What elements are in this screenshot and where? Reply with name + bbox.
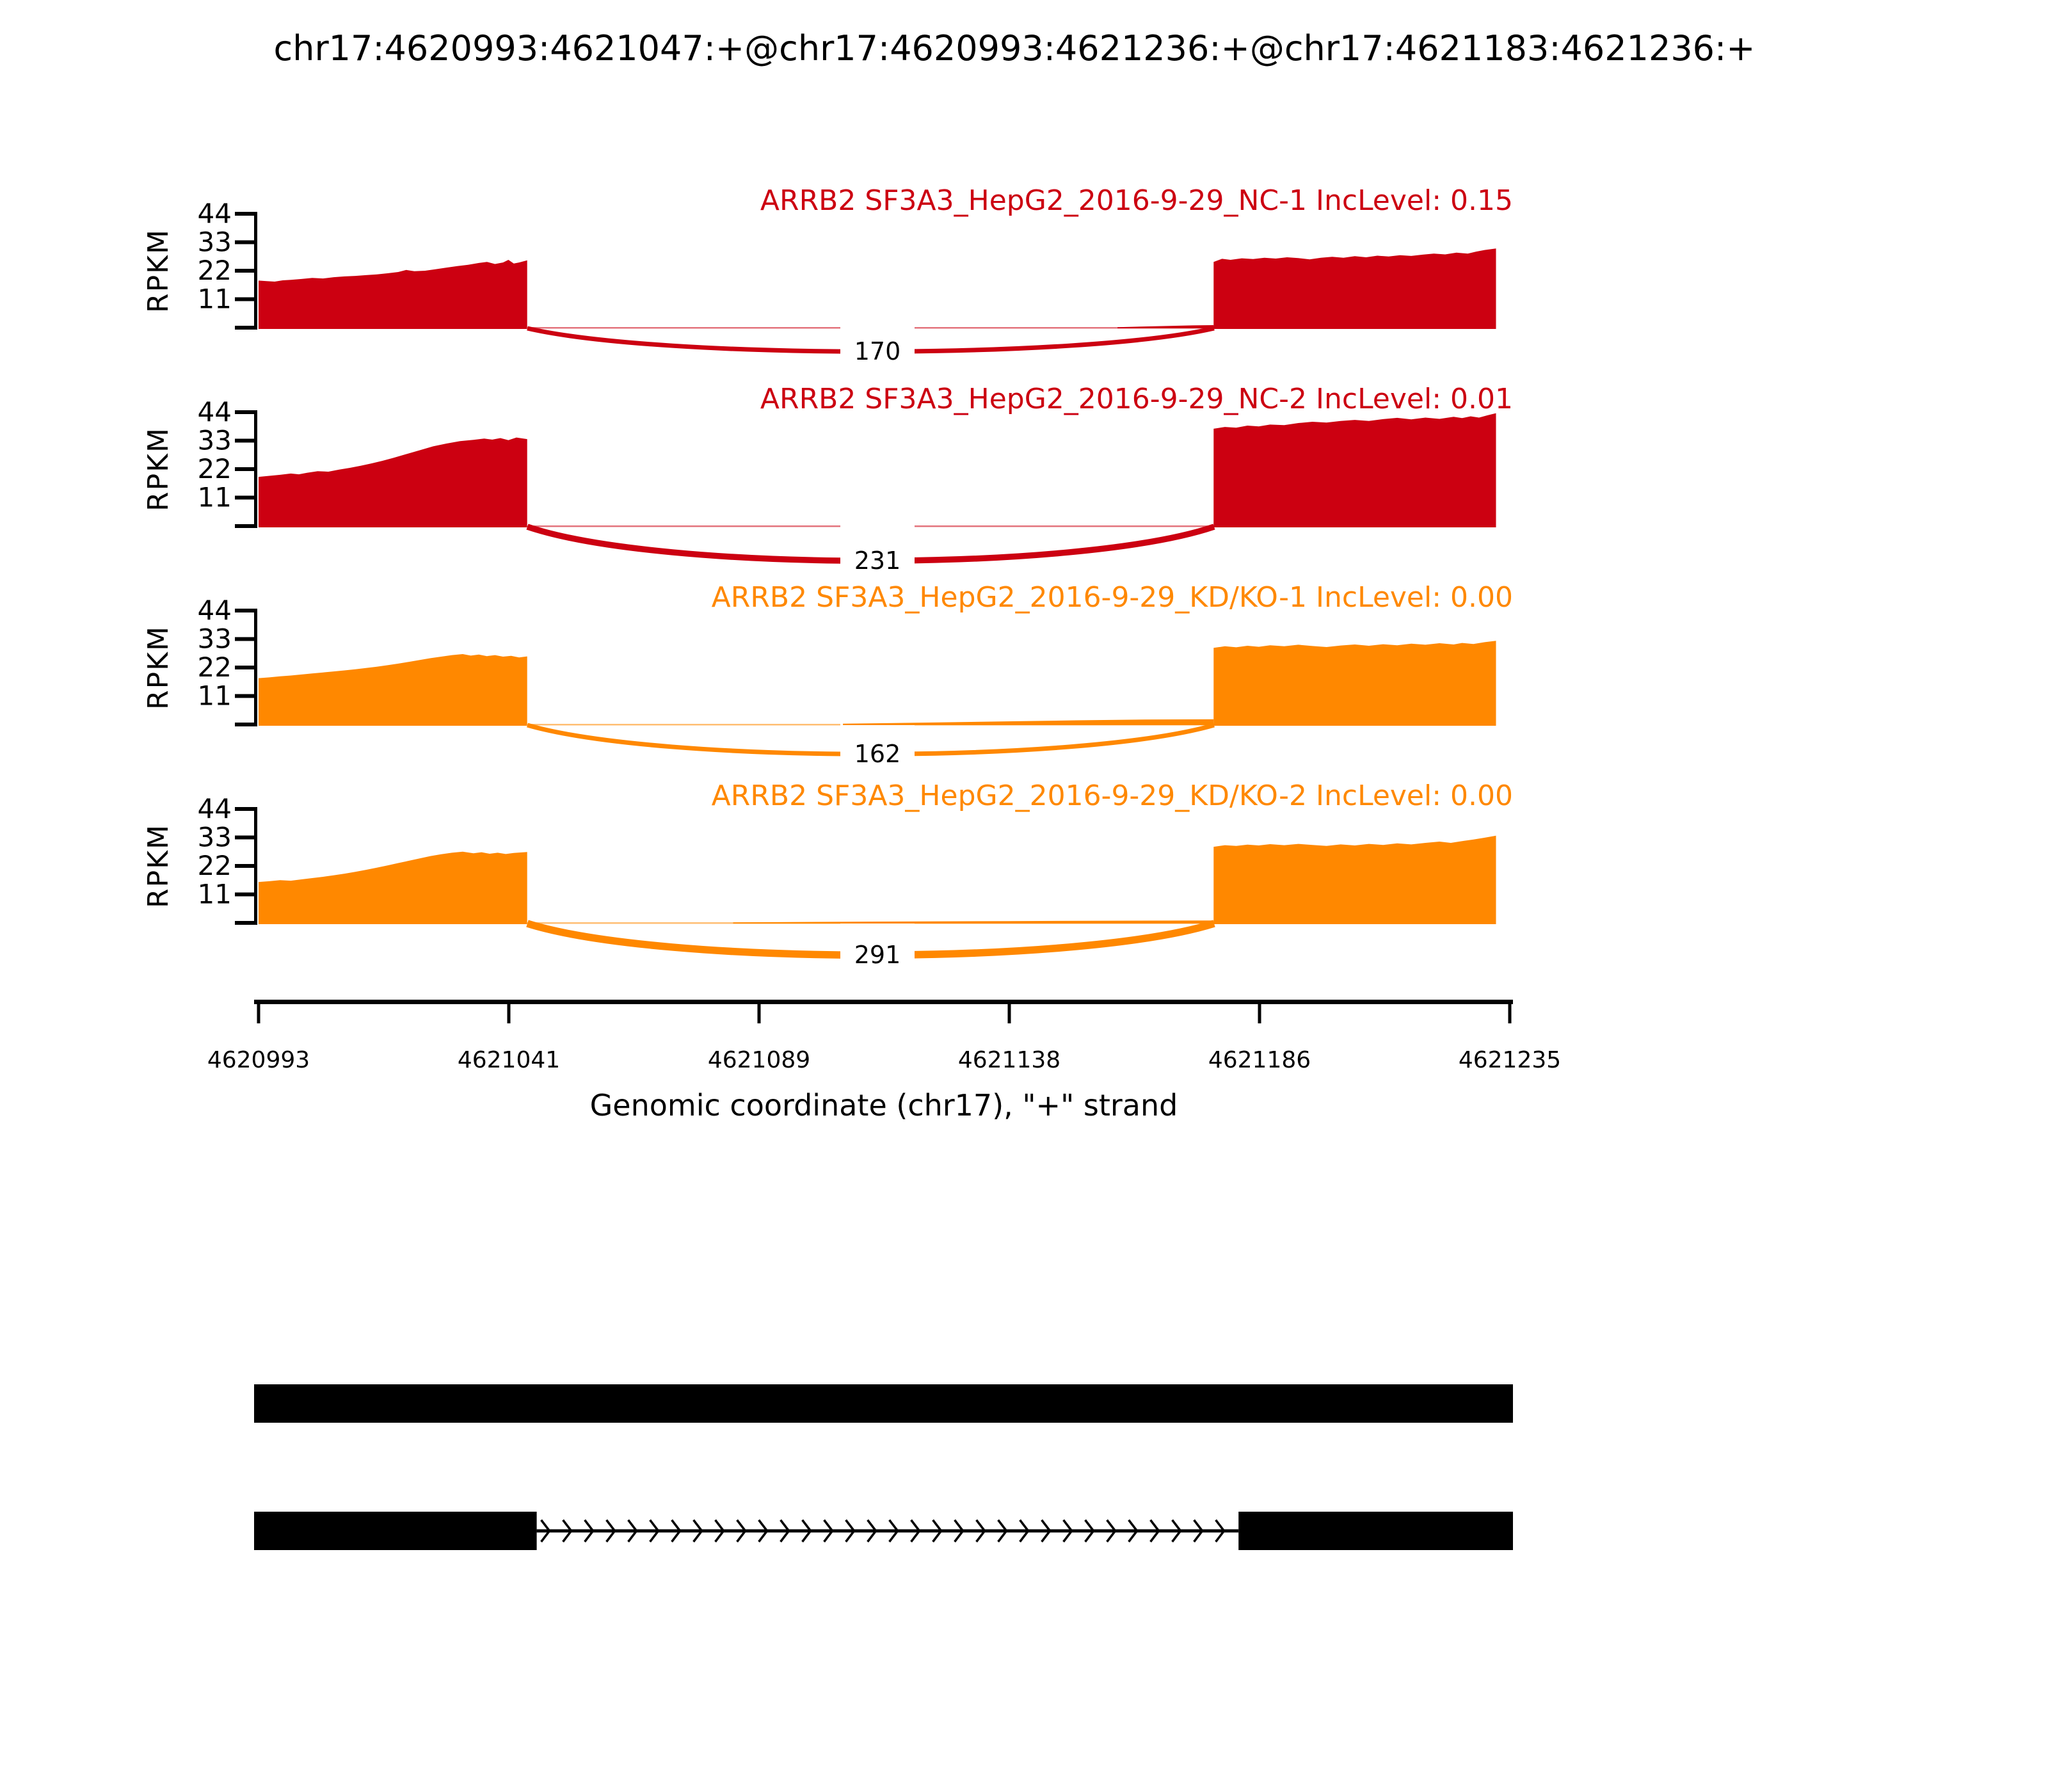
track-4-left-exon-coverage: [259, 852, 527, 924]
x-tick: [1508, 1004, 1512, 1023]
track-4-junction-count: 291: [854, 941, 901, 969]
track-3-y-tick: [235, 694, 256, 698]
track-4-intron-coverage: [733, 920, 1213, 924]
track-3-y-tick-label: 22: [197, 652, 232, 683]
track-4-y-tick-label: 22: [197, 850, 232, 881]
track-3-y-tick-label: 11: [197, 680, 232, 712]
track-3-rpkm-label: RPKM: [142, 625, 175, 710]
track-3-left-exon-coverage: [259, 654, 527, 726]
isoform-2-exon: [1238, 1512, 1513, 1550]
figure-title: chr17:4620993:4621047:+@chr17:4620993:4621236:+@chr17:4621183:4621236:+: [273, 28, 1756, 68]
track-1-intron-coverage: [1117, 325, 1213, 328]
track-4-right-exon-coverage: [1213, 836, 1496, 924]
track-4-y-tick: [235, 864, 256, 868]
track-4-y-tick-label: 11: [197, 878, 232, 910]
track-1-y-tick: [235, 326, 256, 330]
track-1-y-tick: [235, 269, 256, 273]
x-tick-label: 4621138: [957, 1047, 1061, 1073]
track-1-y-tick: [235, 241, 256, 244]
track-2-y-tick: [235, 439, 256, 443]
x-tick-label: 4621235: [1458, 1047, 1562, 1073]
track-2-y-tick: [235, 524, 256, 528]
track-4-y-tick-label: 33: [197, 821, 232, 853]
track-1-left-exon-coverage: [259, 260, 527, 329]
x-tick: [257, 1004, 260, 1023]
track-3-y-tick: [235, 666, 256, 669]
track-1-intron-baseline: [527, 327, 840, 329]
x-tick: [508, 1004, 511, 1023]
track-2-left-exon-coverage: [259, 438, 527, 527]
track-2-y-tick-label: 11: [197, 481, 232, 513]
x-tick-label: 4621041: [457, 1047, 561, 1073]
track-2-right-exon-coverage: [1213, 413, 1496, 527]
x-tick-label: 4621186: [1208, 1047, 1311, 1073]
track-3-label: ARRB2 SF3A3_HepG2_2016-9-29_KD/KO-1 IncLevel: 0.00: [711, 581, 1513, 614]
track-3-y-tick-label: 44: [197, 595, 232, 626]
x-tick: [758, 1004, 761, 1023]
track-2-y-tick: [235, 467, 256, 471]
track-2-y-tick-label: 44: [197, 396, 232, 428]
track-1-right-exon-coverage: [1213, 248, 1496, 329]
track-2-y-tick-label: 33: [197, 424, 232, 456]
track-3-intron-coverage: [843, 719, 1213, 725]
track-4-y-tick: [235, 893, 256, 897]
track-2-intron-baseline: [915, 525, 1214, 527]
track-2-y-tick: [235, 496, 256, 500]
track-4-y-tick: [235, 807, 256, 811]
track-4-rpkm-label: RPKM: [142, 824, 175, 908]
x-tick-label: 4621089: [707, 1047, 811, 1073]
track-1-junction-count: 170: [854, 337, 901, 365]
track-1-rpkm-label: RPKM: [142, 228, 175, 313]
track-2-y-tick: [235, 410, 256, 414]
isoform-2-intron-line: [537, 1530, 1239, 1533]
isoform-2-exon: [254, 1512, 537, 1550]
track-2-rpkm-label: RPKM: [142, 427, 175, 511]
track-1-y-tick-label: 11: [197, 283, 232, 315]
track-1-y-tick: [235, 212, 256, 216]
track-2-junction-count: 231: [854, 547, 901, 575]
track-3-y-tick-label: 33: [197, 623, 232, 655]
track-2-y-tick-label: 22: [197, 453, 232, 484]
track-3-junction-count: 162: [854, 740, 901, 768]
track-4-label: ARRB2 SF3A3_HepG2_2016-9-29_KD/KO-2 IncLevel: 0.00: [711, 780, 1513, 812]
track-1-y-tick-label: 33: [197, 226, 232, 258]
x-tick: [1258, 1004, 1261, 1023]
track-3-right-exon-coverage: [1213, 641, 1496, 726]
track-1-label: ARRB2 SF3A3_HepG2_2016-9-29_NC-1 IncLevel: 0.15: [760, 184, 1513, 217]
track-3-y-tick: [235, 723, 256, 726]
x-axis-title: Genomic coordinate (chr17), "+" strand: [589, 1088, 1178, 1123]
x-tick: [1008, 1004, 1011, 1023]
track-4-y-tick: [235, 921, 256, 925]
track-4-y-tick: [235, 836, 256, 840]
track-2-intron-baseline: [527, 525, 840, 527]
track-1-y-tick-label: 44: [197, 198, 232, 229]
x-tick-label: 4620993: [207, 1047, 310, 1073]
track-3-y-tick: [235, 609, 256, 612]
track-3-y-tick: [235, 637, 256, 641]
isoform-1-exon: [254, 1384, 1513, 1423]
track-2-label: ARRB2 SF3A3_HepG2_2016-9-29_NC-2 IncLevel: 0.01: [760, 383, 1513, 415]
track-4-y-tick-label: 44: [197, 793, 232, 824]
track-1-y-tick: [235, 298, 256, 301]
track-3-intron-baseline: [527, 724, 840, 726]
track-1-y-tick-label: 22: [197, 255, 232, 286]
x-axis-line: [254, 1000, 1513, 1004]
